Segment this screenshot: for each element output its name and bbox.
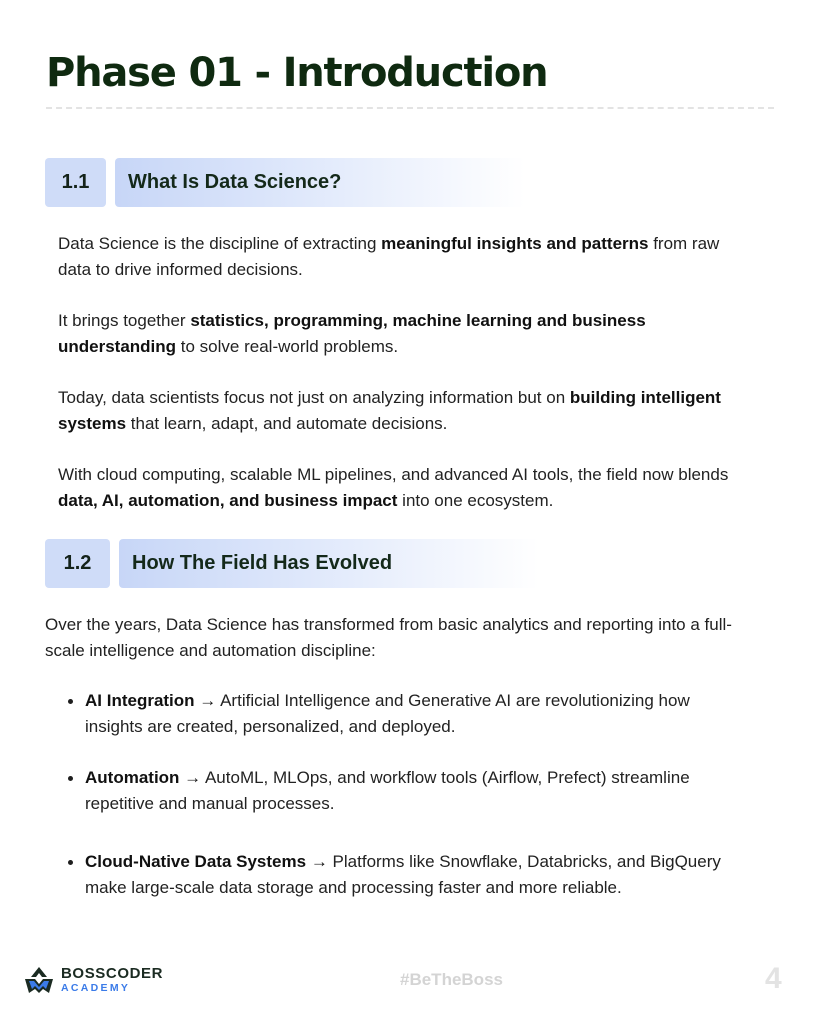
brand-subtitle: ACADEMY — [61, 982, 131, 995]
section-intro: Over the years, Data Science has transformed from basic analytics and reporting into a full-scale intelligence and automation discipline: — [45, 615, 732, 660]
paragraph — [58, 231, 748, 283]
bullet-text: Artificial Intelligence and Generative AI are revolutionizing how insights are created, personalized, and deployed. — [85, 691, 690, 736]
brand-logo — [23, 965, 163, 995]
bullet-term: Automation — [85, 768, 180, 787]
list-item — [66, 765, 746, 817]
arrow-icon: → — [184, 768, 202, 787]
section-title: How The Field Has Evolved — [119, 539, 539, 588]
text-run: to solve real-world problems. — [176, 337, 399, 356]
text-run: from raw data to drive informed decisions. — [58, 234, 720, 279]
evolution-list — [66, 849, 746, 901]
evolution-list — [66, 765, 746, 817]
bullet-term: AI Integration — [85, 691, 195, 710]
bullet-text: Platforms like Snowflake, Databricks, and BigQuery make large-scale data storage and processing faster and more reliable. — [85, 852, 721, 897]
paragraph — [58, 385, 748, 437]
bold-text-run: building intelligent systems — [58, 388, 721, 433]
list-item — [66, 688, 746, 740]
bullet-text: AutoML, MLOps, and workflow tools (Airflow, Prefect) streamline repetitive and manual processes. — [85, 768, 690, 813]
text-run: Data Science is the discipline of extracting — [58, 234, 382, 253]
arrow-icon: → — [310, 852, 328, 871]
section-title: What Is Data Science? — [115, 158, 525, 207]
section-number: 1.1 — [45, 158, 106, 207]
section-header-1-2 — [45, 539, 539, 588]
section-header-1-1 — [45, 158, 525, 207]
page-title: Phase 01 - Introduction — [46, 50, 548, 96]
evolution-list — [66, 688, 746, 740]
page-number: 4 — [765, 962, 782, 995]
bold-text-run: statistics, programming, machine learning and business understanding — [58, 311, 646, 356]
bold-text-run: meaningful insights and patterns — [381, 234, 649, 253]
bullet-term: Cloud-Native Data Systems — [85, 852, 307, 871]
text-run: that learn, adapt, and automate decisions. — [126, 414, 448, 433]
hashtag: #BeTheBoss — [400, 970, 503, 989]
text-run: With cloud computing, scalable ML pipelines, and advanced AI tools, the field now blends — [58, 465, 729, 484]
title-divider — [46, 107, 774, 109]
paragraph — [58, 308, 748, 360]
brand-name: BOSSCODER — [61, 965, 164, 983]
bold-text-run: data, AI, automation, and business impact — [58, 491, 398, 510]
arrow-icon: → — [199, 691, 217, 710]
text-run: Today, data scientists focus not just on analyzing information but on — [58, 388, 570, 407]
paragraph — [58, 462, 748, 514]
section-number: 1.2 — [45, 539, 110, 588]
list-item — [66, 849, 746, 901]
text-run: It brings together — [58, 311, 191, 330]
text-run: into one ecosystem. — [397, 491, 554, 510]
bosscoder-logo-icon — [23, 965, 55, 995]
